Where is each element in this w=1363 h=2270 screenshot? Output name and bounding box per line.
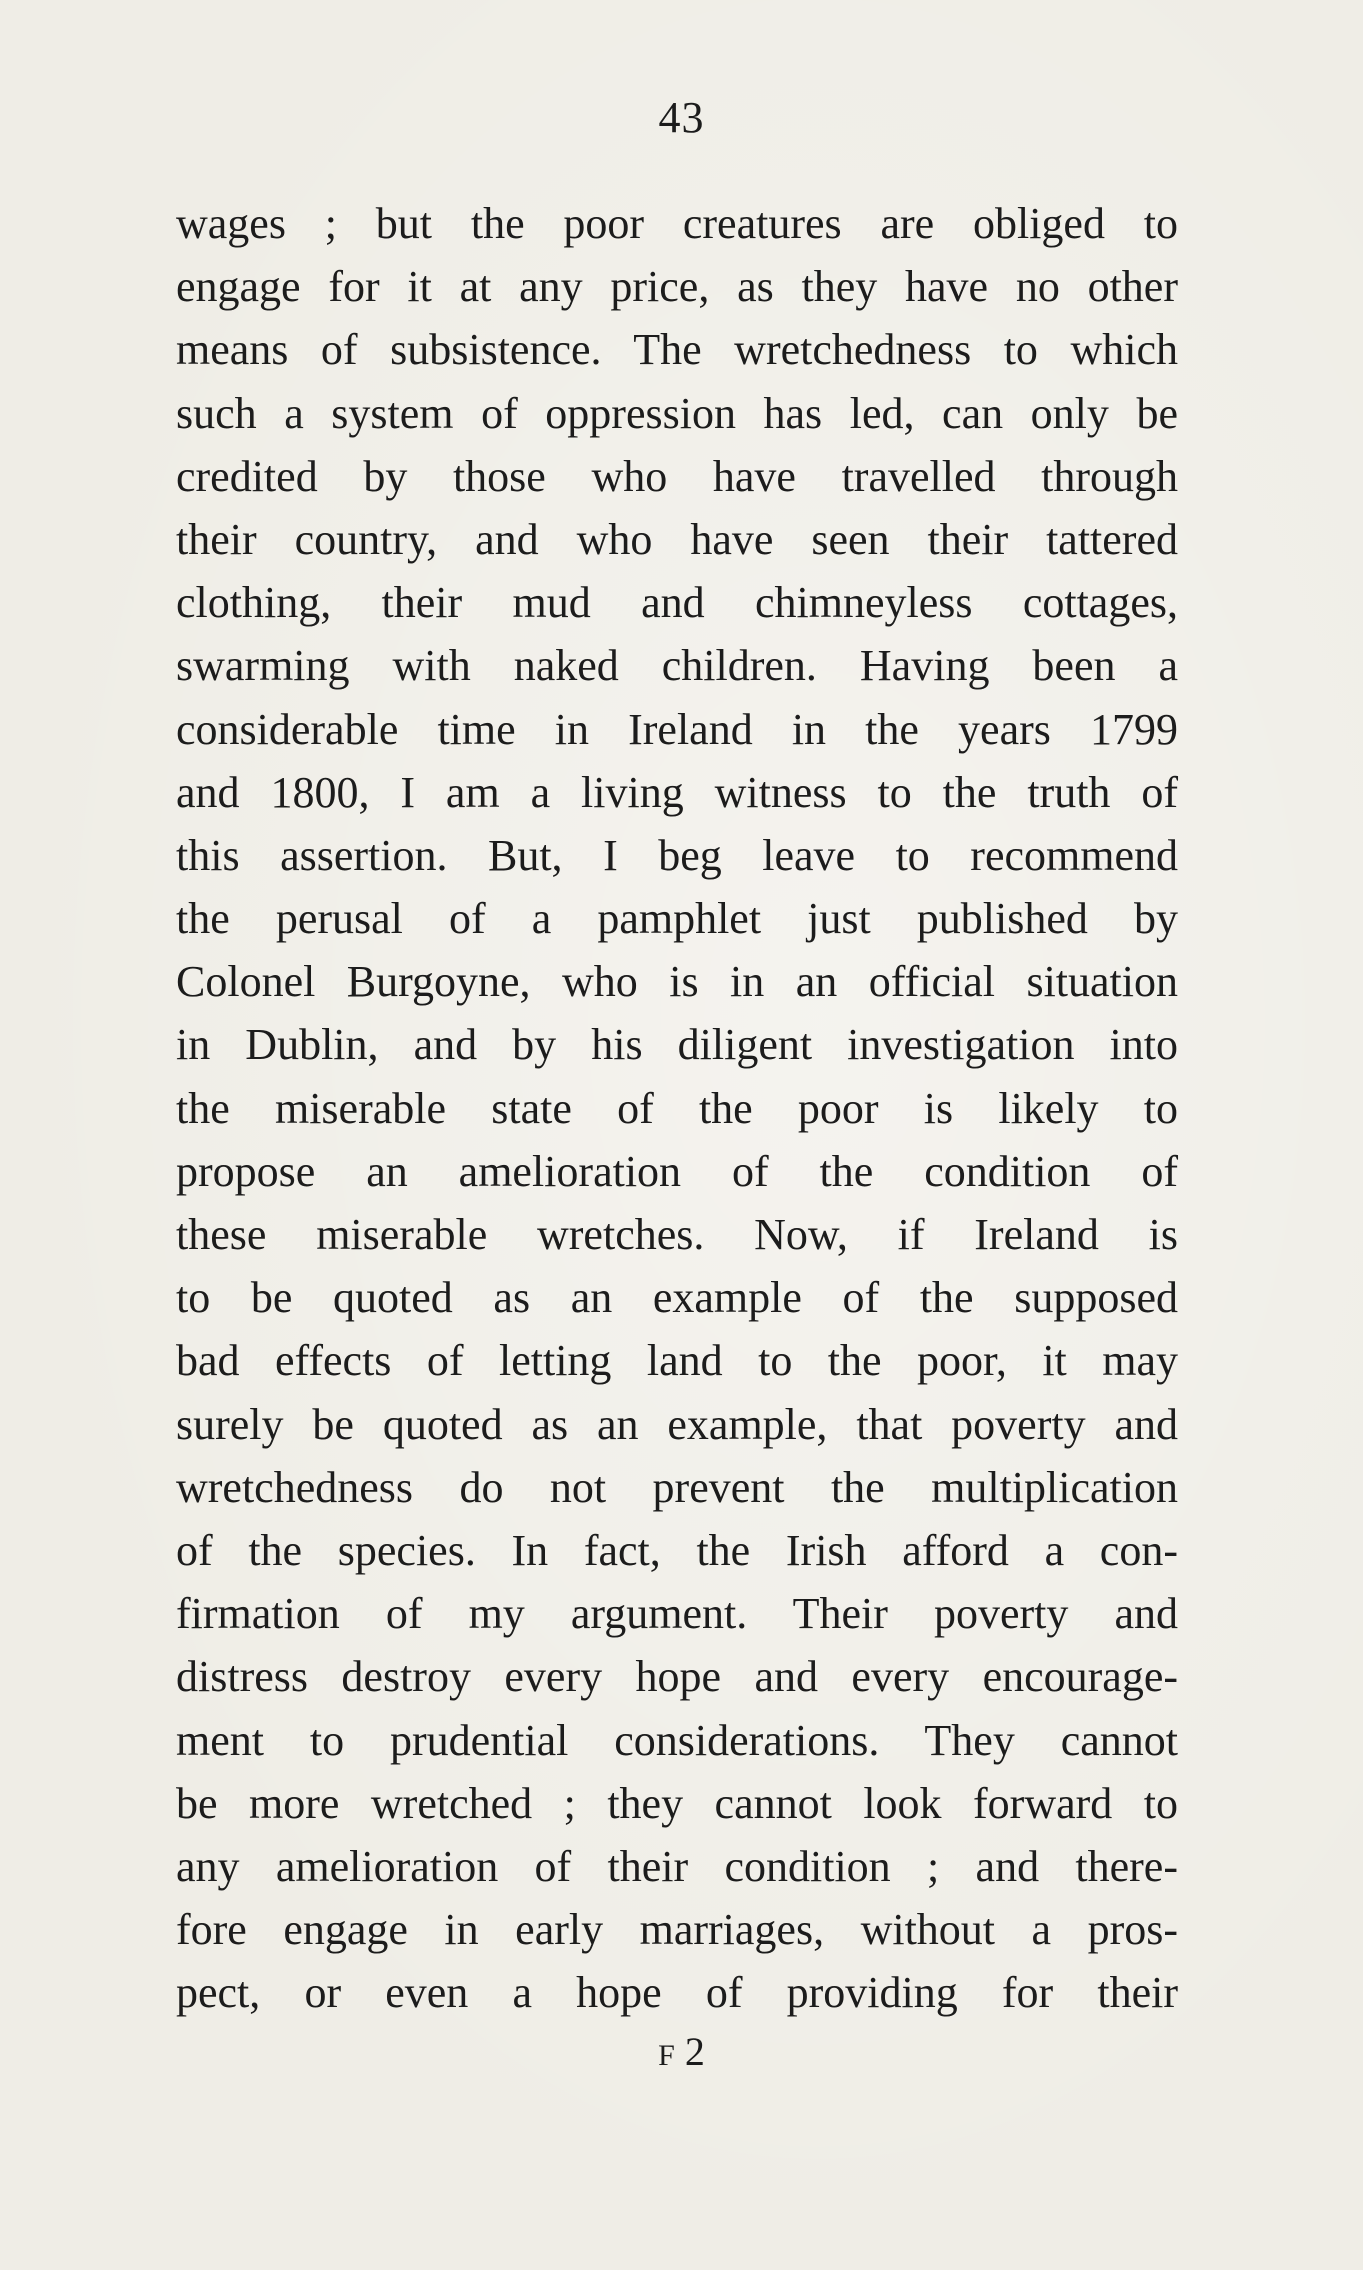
text-line: and 1800, I am a living witness to the truth of bbox=[176, 767, 1178, 817]
text-line: wretchedness do not prevent the multiplication bbox=[176, 1462, 1178, 1512]
text-line: of the species. In fact, the Irish afford a con- bbox=[176, 1525, 1178, 1575]
text-line: surely be quoted as an example, that poverty and bbox=[176, 1399, 1178, 1449]
text-line: be more wretched ; they cannot look forward to bbox=[176, 1778, 1178, 1828]
signature-letter: F bbox=[658, 2039, 677, 2072]
text-line: these miserable wretches. Now, if Ireland is bbox=[176, 1210, 1178, 1259]
body-text bbox=[176, 192, 1178, 2024]
text-line: any amelioration of their condition ; and there- bbox=[176, 1841, 1178, 1891]
text-line: considerable time in Ireland in the years 1799 bbox=[176, 704, 1178, 754]
page-number: 43 bbox=[658, 93, 705, 142]
text-line: engage for it at any price, as they have no other bbox=[176, 262, 1178, 312]
text-line: pect, or even a hope of providing for their bbox=[176, 1968, 1178, 2018]
text-line: wages ; but the poor creatures are obliged to bbox=[176, 199, 1178, 248]
text-line: this assertion. But, I beg leave to recommend bbox=[176, 830, 1178, 880]
text-line: clothing, their mud and chimneyless cottages, bbox=[176, 578, 1178, 628]
signature-mark bbox=[0, 2028, 1363, 2075]
text-line: fore engage in early marriages, without a pros- bbox=[176, 1905, 1178, 1955]
text-line: their country, and who have seen their tattered bbox=[176, 514, 1178, 564]
text-line: to be quoted as an example of the supposed bbox=[176, 1273, 1178, 1323]
text-line: credited by those who have travelled through bbox=[176, 451, 1178, 501]
text-line: propose an amelioration of the condition of bbox=[176, 1146, 1178, 1196]
text-line: distress destroy every hope and every encourage- bbox=[176, 1652, 1178, 1702]
text-line: bad effects of letting land to the poor, it may bbox=[176, 1336, 1178, 1386]
text-line: the miserable state of the poor is likely to bbox=[176, 1083, 1178, 1133]
text-line: ment to prudential considerations. They cannot bbox=[176, 1715, 1178, 1765]
text-line: means of subsistence. The wretchedness to which bbox=[176, 325, 1178, 375]
text-line: such a system of oppression has led, can only be bbox=[176, 388, 1178, 438]
text-line: the perusal of a pamphlet just published by bbox=[176, 894, 1178, 944]
text-line: firmation of my argument. Their poverty and bbox=[176, 1589, 1178, 1639]
signature-number: 2 bbox=[684, 2029, 705, 2074]
text-line: swarming with naked children. Having been a bbox=[176, 641, 1178, 691]
text-line: in Dublin, and by his diligent investigation into bbox=[176, 1020, 1178, 1070]
text-line: Colonel Burgoyne, who is in an official situation bbox=[176, 957, 1178, 1007]
